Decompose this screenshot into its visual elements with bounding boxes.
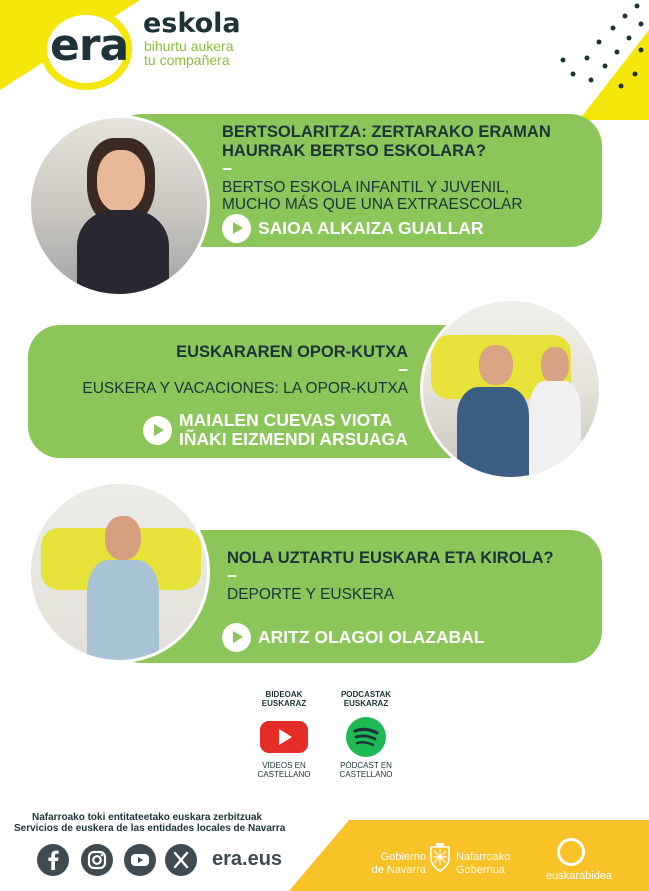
euskarabidea-logo-icon [557,838,585,866]
facebook-icon[interactable] [37,844,69,876]
government-name-es: Gobierno de Navarra [371,851,426,876]
government-name-eu: Nafarroako Gobernua [456,851,511,876]
navarra-shield-icon [428,843,452,873]
play-icon [143,416,172,445]
play-speaker-1[interactable]: SAIOA ALKAIZA GUALLAR [222,214,484,243]
logo-mark: era [50,20,129,71]
play-speakers-2[interactable]: MAIALEN CUEVAS VIOTA IÑAKI EIZMENDI ARSUAGA [143,411,408,449]
spotify-link[interactable]: PODCASTAK EUSKARAZ PÓDCAST EN CASTELLANO [339,690,393,779]
footer-organization: Nafarroako toki entitateetako euskara zerbitzuak Servicios de euskera de las entidades locales de Navarra [14,812,286,834]
youtube-icon [260,719,308,755]
youtube-link[interactable]: BIDEOAK EUSKARAZ VÍDEOS EN CASTELLANO [257,690,311,779]
spotify-icon [345,716,387,758]
x-icon[interactable] [165,844,197,876]
episode-text-2: EUSKARAREN OPOR-KUTXA – EUSKERA Y VACACIONES: LA OPOR-KUTXA [82,343,408,397]
youtube-icon[interactable] [124,844,156,876]
play-icon [222,214,251,243]
website-link[interactable]: era.eus [212,848,283,870]
episode-text-3: NOLA UZTARTU EUSKARA ETA KIROLA? – DEPORTE Y EUSKERA [227,549,554,603]
speaker-photo [28,481,210,663]
logo-subtitle: bihurtu aukera tu compañera [144,38,234,68]
play-speaker-3[interactable]: ARITZ OLAGOI OLAZABAL [222,623,485,652]
euskarabidea-brand: euskarabidea [546,870,613,882]
logo-title: eskola [143,8,241,39]
instagram-icon[interactable] [81,844,113,876]
speakers-photo [420,298,602,480]
dots-decoration [529,0,649,120]
episode-text-1: BERTSOLARITZA: ZERTARAKO ERAMAN HAURRAK BERTSO ESKOLARA? – BERTSO ESKOLA INFANTIL Y JUVENIL, MUCHO MÁS QUE UNA EXTRAESCOLAR [222,123,551,213]
play-icon [222,623,251,652]
speaker-photo [28,115,210,297]
